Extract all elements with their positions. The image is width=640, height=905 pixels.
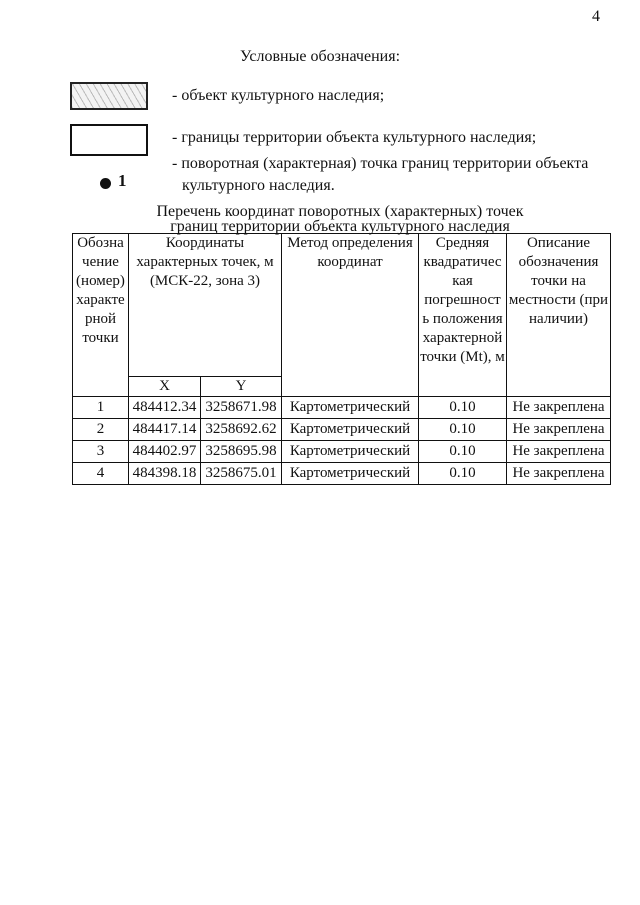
cell-method: Картометрический	[282, 463, 419, 485]
page-number: 4	[592, 8, 600, 25]
table-title-line1: Перечень координат поворотных (характерных) точек	[156, 203, 524, 220]
table-row	[73, 463, 611, 485]
cell-y: 3258692.62	[201, 419, 282, 441]
cell-x: 484398.18	[129, 463, 201, 485]
cell-error: 0.10	[419, 419, 507, 441]
table-row	[73, 419, 611, 441]
header-coordinates: Координаты характерных точек, м (МСК-22, зона 3)	[129, 234, 282, 377]
cell-point-number: 4	[73, 463, 129, 485]
cell-y: 3258671.98	[201, 397, 282, 419]
cell-description: Не закреплена	[507, 419, 611, 441]
table-title	[0, 204, 640, 234]
table-row	[73, 441, 611, 463]
header-method: Метод определения координат	[282, 234, 419, 397]
legend-text-heritage-object: - объект культурного наследия;	[172, 87, 385, 104]
cell-description: Не закреплена	[507, 441, 611, 463]
cell-description: Не закреплена	[507, 463, 611, 485]
table-header-row	[73, 234, 611, 377]
cell-method: Картометрический	[282, 397, 419, 419]
cell-y: 3258675.01	[201, 463, 282, 485]
cell-point-number: 3	[73, 441, 129, 463]
coordinates-table	[72, 233, 611, 485]
turning-point-symbol	[100, 178, 111, 189]
cell-method: Картометрический	[282, 419, 419, 441]
cell-method: Картометрический	[282, 441, 419, 463]
legend-text-turning-point-line1: - поворотная (характерная) точка границ территории объекта	[172, 155, 589, 172]
legend-text-turning-point-line2: культурного наследия.	[182, 177, 335, 194]
cell-x: 484417.14	[129, 419, 201, 441]
legend-title: Условные обозначения:	[239, 48, 401, 65]
cell-point-number: 2	[73, 419, 129, 441]
table-row	[73, 397, 611, 419]
territory-boundary-symbol	[70, 124, 148, 156]
cell-error: 0.10	[419, 463, 507, 485]
cell-error: 0.10	[419, 441, 507, 463]
header-point-number: Обозна чение (номер) характе рной точки	[73, 234, 129, 397]
cell-y: 3258695.98	[201, 441, 282, 463]
turning-point-symbol-label: 1	[118, 171, 127, 190]
cell-error: 0.10	[419, 397, 507, 419]
header-y: Y	[201, 377, 282, 397]
table-title-line2: границ территории объекта культурного наследия	[170, 218, 510, 235]
legend-text-territory-boundary: - границы территории объекта культурного наследия;	[172, 129, 537, 146]
header-description: Описание обозначения точки на местности (при наличии)	[507, 234, 611, 397]
cell-description: Не закреплена	[507, 397, 611, 419]
cell-point-number: 1	[73, 397, 129, 419]
cell-x: 484412.34	[129, 397, 201, 419]
cell-x: 484402.97	[129, 441, 201, 463]
header-x: X	[129, 377, 201, 397]
heritage-object-symbol	[70, 82, 148, 110]
header-mean-error: Средняя квадратичес кая погрешност ь положения характерной точки (Mt), м	[419, 234, 507, 397]
